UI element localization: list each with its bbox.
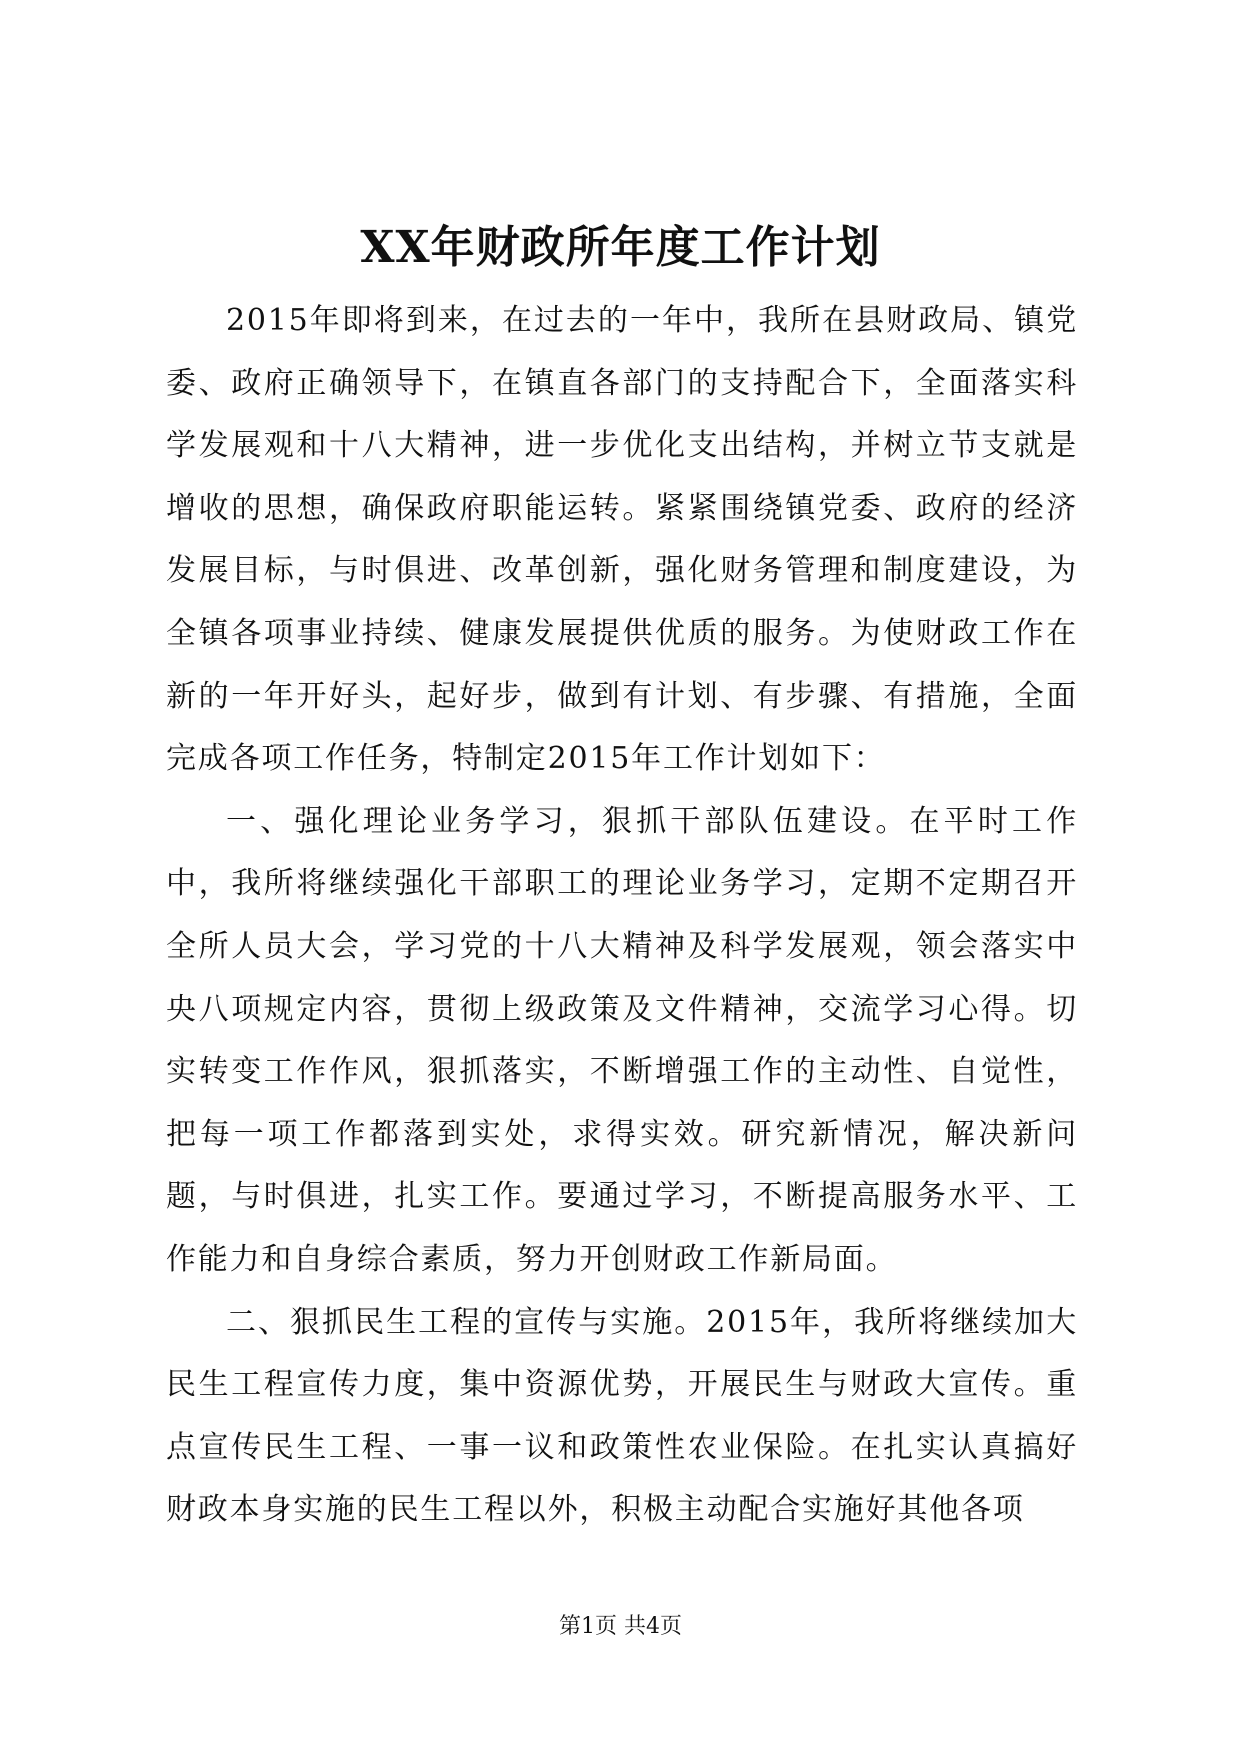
document-body (166, 290, 1078, 1542)
paragraph-intro: 2015年即将到来，在过去的一年中，我所在县财政局、镇党委、政府正确领导下，在镇直各部门的支持配合下，全面落实科学发展观和十八大精神，进一步优化支出结构，并树立节支就是增收的思想，确保政府职能运转。紧紧围绕镇党委、政府的经济发展目标，与时俱进、改革创新，强化财务管理和制度建设，为全镇各项事业持续、健康发展提供优质的服务。为使财政工作在新的一年开好头，起好步，做到有计划、有步骤、有措施，全面完成各项工作任务，特制定2015年工作计划如下： (166, 303, 1078, 777)
document-title: XX年财政所年度工作计划 (360, 222, 881, 273)
paragraph-section-one: 一、强化理论业务学习，狠抓干部队伍建设。在平时工作中，我所将继续强化干部职工的理论业务学习，定期不定期召开全所人员大会，学习党的十八大精神及科学发展观，领会落实中央八项规定内容，贯彻上级政策及文件精神，交流学习心得。切实转变工作作风，狠抓落实，不断增强工作的主动性、自觉性，把每一项工作都落到实处，求得实效。研究新情况，解决新问题，与时俱进，扎实工作。要通过学习，不断提高服务水平、工作能力和自身综合素质，努力开创财政工作新局面。 (166, 803, 1078, 1277)
page-number-footer: 第1页 共4页 (559, 1614, 682, 1639)
paragraph-section-two: 二、狠抓民生工程的宣传与实施。2015年，我所将继续加大民生工程宣传力度，集中资源优势，开展民生与财政大宣传。重点宣传民生工程、一事一议和政策性农业保险。在扎实认真搞好财政本身实施的民生工程以外，积极主动配合实施好其他各项 (166, 1304, 1078, 1528)
